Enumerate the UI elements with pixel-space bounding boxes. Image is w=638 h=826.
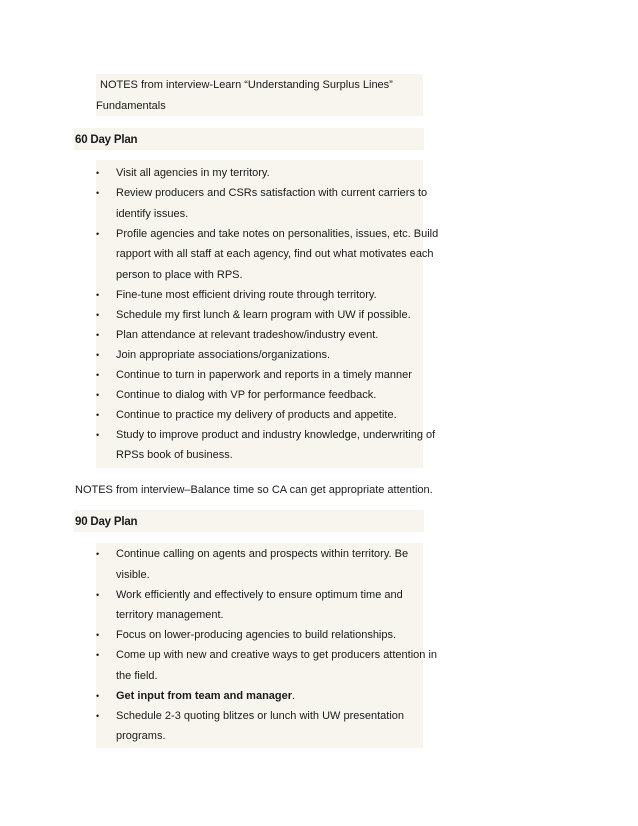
bullet-icon: • [96, 409, 100, 420]
bullet-icon: • [96, 429, 100, 440]
list-item-line: RPSs book of business. [116, 449, 233, 461]
plan90-title: 90 Day Plan [75, 516, 138, 528]
list-item [116, 325, 422, 346]
list-item [116, 345, 422, 366]
list-item-line: the field. [116, 669, 158, 682]
bullet-icon: • [96, 228, 100, 239]
list-item-line: Schedule 2-3 quoting blitzes or lunch with UW presentation [116, 709, 404, 722]
bullet-icon: • [96, 309, 100, 320]
list-item-line: Visit all agencies in my territory. [116, 167, 270, 179]
bullet-icon: • [96, 650, 100, 660]
bullet-icon: • [96, 188, 100, 198]
bullet-icon: • [96, 589, 100, 600]
list-item [116, 224, 439, 286]
list-item-line: visible. [116, 568, 150, 581]
list-item-line: Continue to dialog with VP for performance feedback. [116, 388, 377, 401]
bullet-icon: • [96, 369, 100, 380]
list-item-line: Continue to turn in paperwork and reports in a timely manner [116, 368, 412, 381]
list-item [116, 585, 422, 626]
list-item [116, 425, 436, 466]
list-item [116, 365, 422, 386]
list-item [116, 625, 422, 646]
bullet-icon: • [96, 349, 100, 360]
plan60-title: 60 Day Plan [75, 134, 138, 146]
list-item-line: Schedule my first lunch & learn program with UW if possible. [116, 308, 411, 321]
list-item-line: territory management. [116, 609, 224, 621]
list-item [116, 706, 422, 747]
bullet-icon: • [96, 549, 100, 559]
list-item [116, 305, 422, 326]
bullet-icon: • [96, 329, 100, 340]
list-item-suffix: . [292, 689, 296, 702]
list-item-line: Plan attendance at relevant tradeshow/industry event. [116, 328, 379, 341]
list-item [116, 285, 422, 306]
list-item-line: Continue calling on agents and prospects within territory. Be [116, 548, 409, 560]
list-item-line: Fine-tune most efficient driving route through territory. [116, 288, 377, 301]
bullet-icon: • [96, 389, 100, 400]
list-item-line: Focus on lower-producing agencies to build relationships. [116, 629, 397, 641]
list-item-line: Review producers and CSRs satisfaction with current carriers to [116, 187, 428, 199]
list-item [116, 385, 422, 406]
list-item-line: Continue to practice my delivery of products and appetite. [116, 408, 397, 421]
list-item-line: identify issues. [116, 207, 189, 220]
bullet-icon: • [96, 168, 100, 178]
list-item [116, 645, 438, 686]
list-item-line: Join appropriate associations/organizations. [116, 348, 331, 361]
bullet-icon: • [96, 630, 100, 640]
intro-note-line2: Fundamentals [96, 100, 166, 112]
bullet-icon: • [96, 690, 100, 701]
bullet-icon: • [96, 710, 100, 721]
list-item-line: Work efficiently and effectively to ensure optimum time and [116, 588, 403, 601]
bullet-icon: • [96, 289, 100, 300]
mid-note: NOTES from interview–Balance time so CA can get appropriate attention. [75, 484, 433, 496]
intro-note-line1: NOTES from interview-Learn “Understanding Surplus Lines” [100, 79, 393, 91]
list-item [116, 405, 422, 426]
list-item-line: rapport with all staff at each agency, find out what motivates each [116, 248, 434, 260]
list-item [116, 163, 422, 184]
list-item [116, 544, 422, 585]
list-item-line: Come up with new and creative ways to get producers attention in [116, 649, 438, 661]
list-item [116, 686, 422, 707]
list-item-line: Get input from team and manager. [116, 689, 296, 702]
list-item-line: Study to improve product and industry knowledge, underwriting of [116, 428, 436, 441]
list-item-line: person to place with RPS. [116, 268, 243, 281]
list-item-line: programs. [116, 730, 166, 742]
list-item-line: Profile agencies and take notes on personalities, issues, etc. Build [116, 227, 439, 240]
list-item [116, 183, 428, 224]
